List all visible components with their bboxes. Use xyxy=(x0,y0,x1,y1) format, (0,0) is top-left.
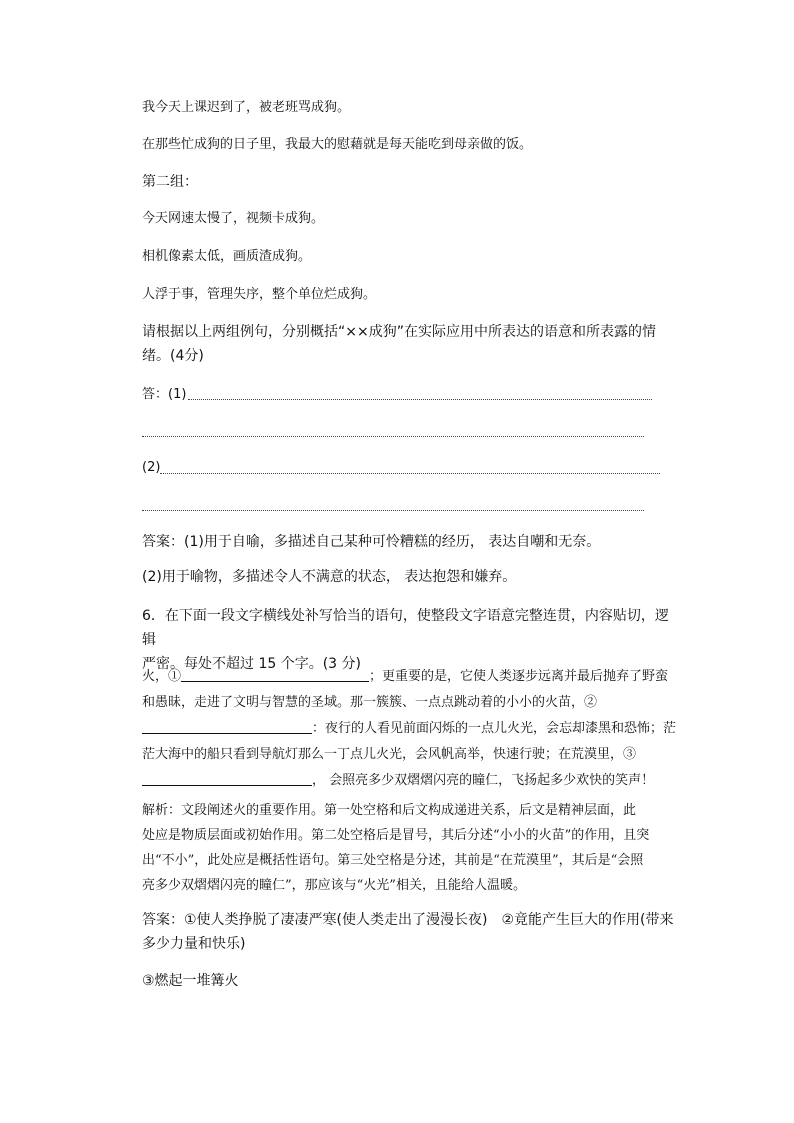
answer-key-line: ③燃起一堆篝火 xyxy=(142,973,239,989)
answer-item-label: (2) xyxy=(142,460,161,475)
passage-text: ， 会照亮多少双熠熠闪亮的瞳仁，飞扬起多少欢快的笑声！ xyxy=(312,773,655,788)
answer-key-line: 多少力量和快乐) xyxy=(142,936,246,952)
group-heading: 第二组： xyxy=(142,174,198,190)
example-sentence: 相机像素太低，画质渣成狗。 xyxy=(142,249,312,264)
prompt-line: 严密。每处不超过 15 个字。(3 分) xyxy=(142,656,361,672)
fill-blank-2[interactable] xyxy=(142,719,312,734)
answer-key: 答案：(1)用于自喻，多描述自己某种可怜糟糕的经历， 表达自嘲和无奈。 xyxy=(142,534,601,550)
example-sentence: 今天网速太慢了，视频卡成狗。 xyxy=(142,211,325,226)
answer-line-1[interactable] xyxy=(188,399,652,400)
answer-line-2[interactable] xyxy=(160,473,660,474)
example-sentence: 在那些忙成狗的日子里，我最大的慰藉就是每天能吃到母亲做的饭。 xyxy=(142,137,533,152)
passage-text: ；更重要的是，它使人类逐步远离并最后抛弃了野蛮 xyxy=(369,669,669,684)
prompt-line: 请根据以上两组例句，分别概括“××成狗”在实际应用中所表达的语意和所表露的情 xyxy=(142,324,656,340)
passage-line xyxy=(142,716,682,742)
fill-blank-1[interactable] xyxy=(181,667,369,682)
fill-blank-3[interactable] xyxy=(142,771,312,786)
passage-text: 茫大海中的船只看到导航灯那么一丁点儿火光，会风帆高举，快速行驶；在荒漠里，③ xyxy=(142,747,637,762)
answer-label: 答：(1) xyxy=(142,387,187,402)
passage xyxy=(142,664,682,794)
example-sentence: 人浮于事，管理失序，整个单位烂成狗。 xyxy=(142,287,377,302)
analysis-line: 亮多少双熠熠闪亮的瞳仁”，那应该与“火光”相关，且能给人温暖。 xyxy=(142,878,526,893)
analysis xyxy=(142,798,682,898)
prompt-line: 绪。(4分) xyxy=(142,348,204,364)
question-prompt xyxy=(142,320,682,368)
analysis-line: 处应是物质层面或初始作用。第二处空格后是冒号，其后分述“小小的火苗”的作用，且突 xyxy=(142,828,650,843)
analysis-line: 出“不小”，此处应是概括性语句。第三处空格是分述，其前是“在荒漠里”，其后是“会照 xyxy=(142,853,644,868)
passage-text: ：夜行的人看见前面闪烁的一点儿火光，会忘却漆黑和恐怖；茫 xyxy=(312,721,677,736)
prompt-line: 6．在下面一段文字横线处补写恰当的语句，使整段文字语意完整连贯，内容贴切，逻辑 xyxy=(142,608,669,648)
analysis-line: 解析：文段阐述火的重要作用。第一处空格和后文构成递进关系，后文是精神层面，此 xyxy=(142,803,637,818)
answer-line-1b[interactable] xyxy=(142,436,644,437)
passage-line xyxy=(142,664,682,690)
answer-key: (2)用于喻物，多描述令人不满意的状态， 表达抱怨和嫌弃。 xyxy=(142,569,517,585)
answer-line-2b[interactable] xyxy=(142,510,644,511)
passage-line xyxy=(142,768,682,794)
passage-text: 和愚昧，走进了文明与智慧的圣域。那一簇簇、一点点跳动着的小小的火苗，② xyxy=(142,695,598,710)
passage-line xyxy=(142,690,682,716)
passage-text: 火，① xyxy=(142,669,182,684)
example-sentence: 我今天上课迟到了，被老班骂成狗。 xyxy=(142,100,351,115)
passage-line xyxy=(142,742,682,768)
answer-key xyxy=(142,908,682,956)
answer-key-line: 答案：①使人类挣脱了凄凄严寒(使人类走出了漫漫长夜) ②竟能产生巨大的作用(带来 xyxy=(142,912,674,928)
